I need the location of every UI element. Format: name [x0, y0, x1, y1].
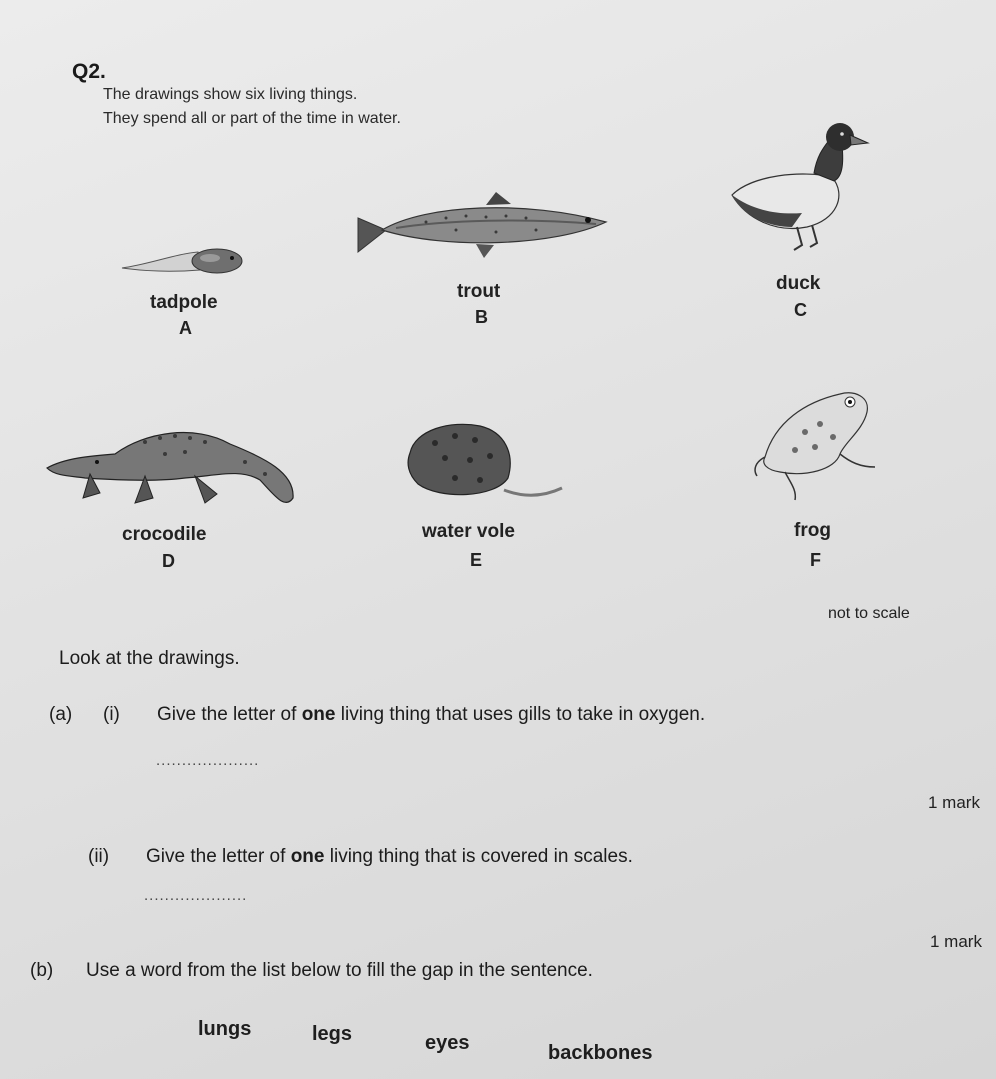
animal-name-trout: trout [457, 281, 501, 302]
instruction: Look at the drawings. [59, 648, 240, 669]
word-option-eyes: eyes [425, 1032, 470, 1054]
duck-icon [722, 115, 872, 265]
part-a-i-label: (i) [103, 704, 120, 725]
word-option-backbones: backbones [548, 1042, 653, 1064]
part-a-ii-question: Give the letter of one living thing that is covered in scales. [146, 846, 633, 867]
animal-name-tadpole: tadpole [150, 292, 218, 313]
animal-name-water-vole: water vole [422, 521, 515, 542]
animal-letter-e: E [470, 550, 483, 570]
animal-letter-b: B [475, 307, 488, 327]
mark-a-ii: 1 mark [930, 932, 982, 951]
word-option-legs: legs [312, 1023, 353, 1045]
tadpole-icon [120, 240, 250, 280]
frog-icon [745, 382, 885, 502]
answer-line-a-ii[interactable]: .................... [144, 887, 248, 904]
trout-icon [356, 190, 611, 265]
animal-letter-d: D [162, 551, 175, 571]
water-vole-icon [400, 418, 565, 503]
word-option-lungs: lungs [198, 1018, 252, 1040]
question-number: Q2. [72, 60, 106, 83]
part-a-label: (a) [49, 704, 73, 725]
animal-letter-f: F [810, 550, 821, 570]
part-b-question: Use a word from the list below to fill the gap in the sentence. [86, 960, 593, 981]
crocodile-icon [45, 418, 300, 513]
scale-note: not to scale [828, 605, 910, 622]
intro-line-1: The drawings show six living things. [103, 86, 358, 103]
animal-letter-a: A [179, 318, 192, 338]
animal-name-frog: frog [794, 520, 831, 541]
part-b-label: (b) [30, 960, 54, 981]
part-a-i-question: Give the letter of one living thing that uses gills to take in oxygen. [157, 704, 706, 725]
animal-name-crocodile: crocodile [122, 524, 207, 545]
answer-line-a-i[interactable]: .................... [156, 752, 260, 769]
part-a-ii-label: (ii) [88, 846, 110, 867]
animal-letter-c: C [794, 300, 807, 320]
animal-name-duck: duck [776, 273, 821, 294]
mark-a-i: 1 mark [928, 793, 980, 812]
intro-line-2: They spend all or part of the time in water. [103, 110, 401, 127]
